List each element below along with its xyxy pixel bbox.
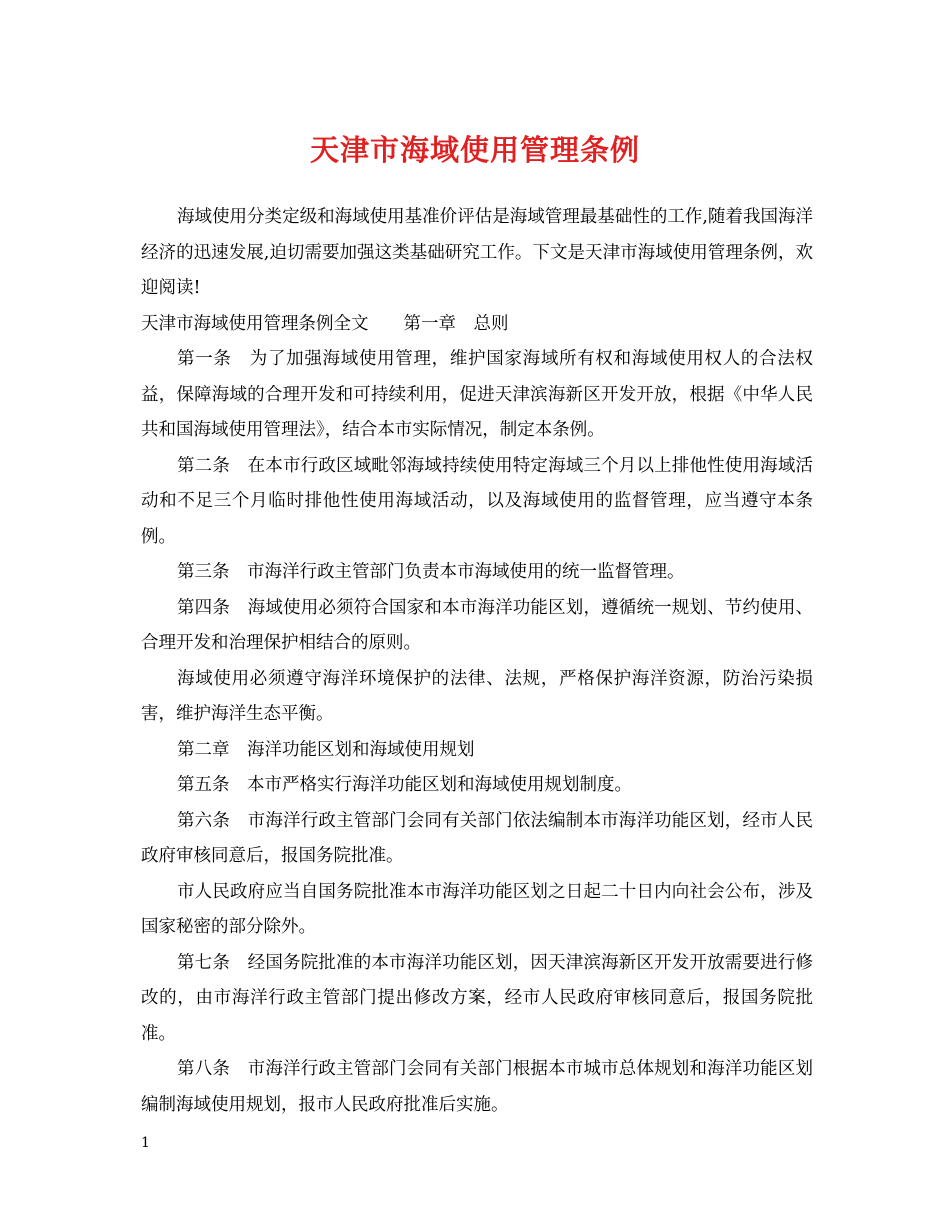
paragraph-article-6-continued: 市人民政府应当自国务院批准本市海洋功能区划之日起二十日内向社会公布，涉及国家秘密的部分除外。 xyxy=(141,881,813,937)
paragraph-article-4: 第四条 海域使用必须符合国家和本市海洋功能区划，遵循统一规划、节约使用、合理开发和治理保护相结合的原则。 xyxy=(141,597,813,653)
paragraph-article-2: 第二条 在本市行政区域毗邻海域持续使用特定海域三个月以上排他性使用海域活动和不足三个月临时排他性使用海域活动，以及海域使用的监督管理，应当遵守本条例。 xyxy=(141,455,813,547)
paragraph-article-3: 第三条 市海洋行政主管部门负责本市海域使用的统一监督管理。 xyxy=(177,562,685,582)
page-number: 1 xyxy=(141,1135,150,1151)
paragraph-article-1: 第一条 为了加强海域使用管理，维护国家海域所有权和海域使用权人的合法权益，保障海域的合理开发和可持续利用，促进天津滨海新区开发开放，根据《中华人民共和国海域使用管理法》，结合本市实际情况，制定本条例。 xyxy=(141,349,813,440)
paragraph-article-6: 第六条 市海洋行政主管部门会同有关部门依法编制本市海洋功能区划，经市人民政府审核同意后，报国务院批准。 xyxy=(141,810,813,866)
paragraph-article-8: 第八条 市海洋行政主管部门会同有关部门根据本市城市总体规划和海洋功能区划编制海域使用规划，报市人民政府批准后实施。 xyxy=(141,1059,813,1115)
document-title: 天津市海域使用管理条例 xyxy=(309,133,640,167)
paragraph-chapter-1-heading: 天津市海域使用管理条例全文 第一章 总则 xyxy=(141,313,509,334)
document-body xyxy=(141,200,813,1123)
paragraph-article-5: 第五条 本市严格实行海洋功能区划和海域使用规划制度。 xyxy=(177,775,632,795)
paragraph-article-7: 第七条 经国务院批准的本市海洋功能区划，因天津滨海新区开发开放需要进行修改的，由市海洋行政主管部门提出修改方案，经市人民政府审核同意后，报国务院批准。 xyxy=(141,952,813,1044)
paragraph-intro: 海域使用分类定级和海域使用基准价评估是海域管理最基础性的工作,随着我国海洋经济的迅速发展,迫切需要加强这类基础研究工作。下文是天津市海域使用管理条例，欢迎阅读! xyxy=(141,207,813,298)
paragraph-article-4-continued: 海域使用必须遵守海洋环境保护的法律、法规，严格保护海洋资源，防治污染损害，维护海洋生态平衡。 xyxy=(141,668,813,724)
paragraph-chapter-2-heading: 第二章 海洋功能区划和海域使用规划 xyxy=(177,739,475,760)
